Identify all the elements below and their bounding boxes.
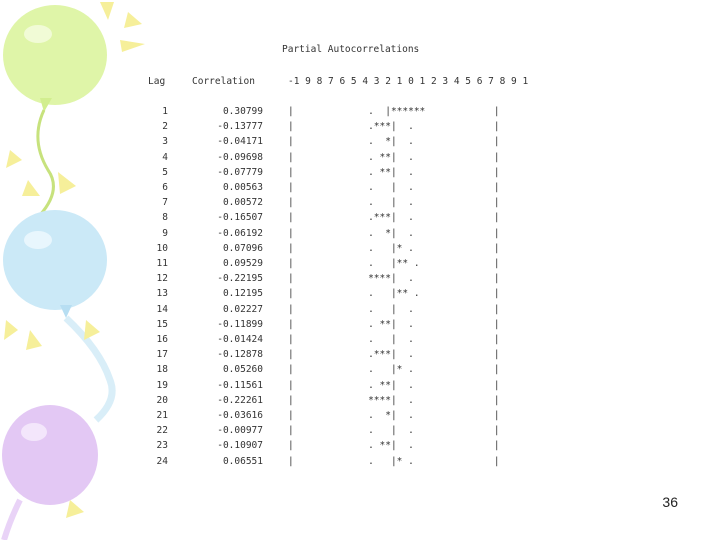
table-row bbox=[0, 288, 720, 303]
table-row bbox=[0, 395, 720, 410]
correlation-cell: 0.07096 bbox=[222, 242, 263, 254]
lag-cell: 1 bbox=[162, 106, 168, 117]
bar-cell: | .***| . | bbox=[288, 349, 500, 361]
correlation-cell: 0.12195 bbox=[222, 288, 263, 300]
correlation-cell: -0.12878 bbox=[217, 349, 263, 361]
bar-cell: | . |****** | bbox=[288, 106, 500, 117]
table-row bbox=[0, 349, 720, 364]
correlation-cell: 0.06551 bbox=[222, 455, 263, 467]
correlation-cell: -0.00977 bbox=[217, 425, 263, 437]
bar-cell: | . *| . | bbox=[288, 227, 500, 239]
lag-cell: 2 bbox=[162, 121, 168, 133]
lag-cell: 9 bbox=[162, 227, 168, 239]
lag-cell: 18 bbox=[156, 364, 168, 376]
table-row bbox=[0, 212, 720, 227]
table-row bbox=[0, 319, 720, 334]
table-row bbox=[0, 167, 720, 182]
table-row bbox=[0, 136, 720, 151]
bar-cell: | . *| . | bbox=[288, 136, 500, 148]
correlation-cell: -0.22195 bbox=[217, 273, 263, 285]
correlation-cell: -0.22261 bbox=[217, 394, 263, 406]
bar-cell: | . *| . | bbox=[288, 410, 500, 421]
bar-cell: | . | . | bbox=[288, 182, 500, 193]
correlation-cell: 0.09529 bbox=[222, 258, 263, 269]
lag-cell: 7 bbox=[162, 197, 168, 209]
bar-cell: | .***| . | bbox=[288, 121, 500, 133]
table-row bbox=[0, 456, 720, 471]
bar-cell: | . | . | bbox=[288, 303, 500, 315]
bar-cell: | ****| . | bbox=[288, 273, 500, 285]
table-row bbox=[0, 440, 720, 455]
correlation-header: Correlation bbox=[192, 76, 255, 87]
page-number: 36 bbox=[662, 494, 678, 510]
correlation-cell: 0.02227 bbox=[222, 303, 263, 315]
bar-cell: | . **| . | bbox=[288, 166, 500, 178]
correlation-cell: -0.06192 bbox=[217, 227, 263, 239]
bar-cell: | . |* . | bbox=[288, 364, 500, 376]
table-row bbox=[0, 121, 720, 136]
correlation-cell: -0.16507 bbox=[217, 212, 263, 224]
lag-cell: 22 bbox=[156, 425, 168, 437]
table-row bbox=[0, 243, 720, 258]
bar-cell: | . | . | bbox=[288, 425, 500, 437]
correlation-cell: 0.00563 bbox=[222, 182, 263, 193]
lag-cell: 8 bbox=[162, 212, 168, 224]
bar-cell: | . | . | bbox=[288, 197, 500, 209]
lag-cell: 19 bbox=[156, 379, 168, 391]
table-title: Partial Autocorrelations bbox=[282, 44, 420, 55]
table-row bbox=[0, 273, 720, 288]
correlation-cell: -0.13777 bbox=[217, 121, 263, 133]
table-row bbox=[0, 334, 720, 349]
lag-cell: 21 bbox=[156, 410, 168, 421]
bar-cell: | . |** . | bbox=[288, 288, 500, 300]
bar-cell: | . | . | bbox=[288, 334, 500, 345]
table-row bbox=[0, 228, 720, 243]
lag-cell: 20 bbox=[156, 394, 168, 406]
lag-cell: 4 bbox=[162, 151, 168, 163]
table-row bbox=[0, 152, 720, 167]
bar-cell: | ****| . | bbox=[288, 394, 500, 406]
table-row bbox=[0, 182, 720, 197]
lag-cell: 24 bbox=[156, 455, 168, 467]
bar-cell: | . **| . | bbox=[288, 318, 500, 330]
correlation-cell: -0.01424 bbox=[217, 334, 263, 345]
bar-cell: | . **| . | bbox=[288, 440, 500, 452]
correlation-cell: 0.30799 bbox=[222, 106, 263, 117]
lag-cell: 11 bbox=[156, 258, 168, 269]
table-row bbox=[0, 197, 720, 212]
correlation-cell: -0.03616 bbox=[217, 410, 263, 421]
lag-cell: 13 bbox=[156, 288, 168, 300]
lag-cell: 5 bbox=[162, 166, 168, 178]
lag-cell: 14 bbox=[156, 303, 168, 315]
bar-cell: | . |** . | bbox=[288, 258, 500, 269]
lag-cell: 6 bbox=[162, 182, 168, 193]
table-row bbox=[0, 410, 720, 425]
correlation-cell: -0.11899 bbox=[217, 318, 263, 330]
lag-cell: 23 bbox=[156, 440, 168, 452]
table-row bbox=[0, 425, 720, 440]
correlation-cell: 0.05260 bbox=[222, 364, 263, 376]
lag-cell: 17 bbox=[156, 349, 168, 361]
bar-cell: | .***| . | bbox=[288, 212, 500, 224]
correlation-cell: -0.10907 bbox=[217, 440, 263, 452]
lag-cell: 15 bbox=[156, 318, 168, 330]
lag-cell: 3 bbox=[162, 136, 168, 148]
bar-cell: | . **| . | bbox=[288, 379, 500, 391]
table-row bbox=[0, 258, 720, 273]
table-row bbox=[0, 304, 720, 319]
bar-cell: | . |* . | bbox=[288, 242, 500, 254]
table-row bbox=[0, 106, 720, 121]
scale-header: -1 9 8 7 6 5 4 3 2 1 0 1 2 3 4 5 6 7 8 9 1 bbox=[288, 76, 529, 87]
correlation-cell: -0.09698 bbox=[217, 151, 263, 163]
lag-cell: 10 bbox=[156, 242, 168, 254]
lag-cell: 16 bbox=[156, 334, 168, 345]
correlation-cell: -0.11561 bbox=[217, 379, 263, 391]
bar-cell: | . **| . | bbox=[288, 151, 500, 163]
lag-cell: 12 bbox=[156, 273, 168, 285]
table-row bbox=[0, 380, 720, 395]
bar-cell: | . |* . | bbox=[288, 455, 500, 467]
lag-header: Lag bbox=[148, 76, 166, 87]
correlation-cell: -0.04171 bbox=[217, 136, 263, 148]
correlation-cell: -0.07779 bbox=[217, 166, 263, 178]
correlation-cell: 0.00572 bbox=[222, 197, 263, 209]
table-row bbox=[0, 364, 720, 379]
